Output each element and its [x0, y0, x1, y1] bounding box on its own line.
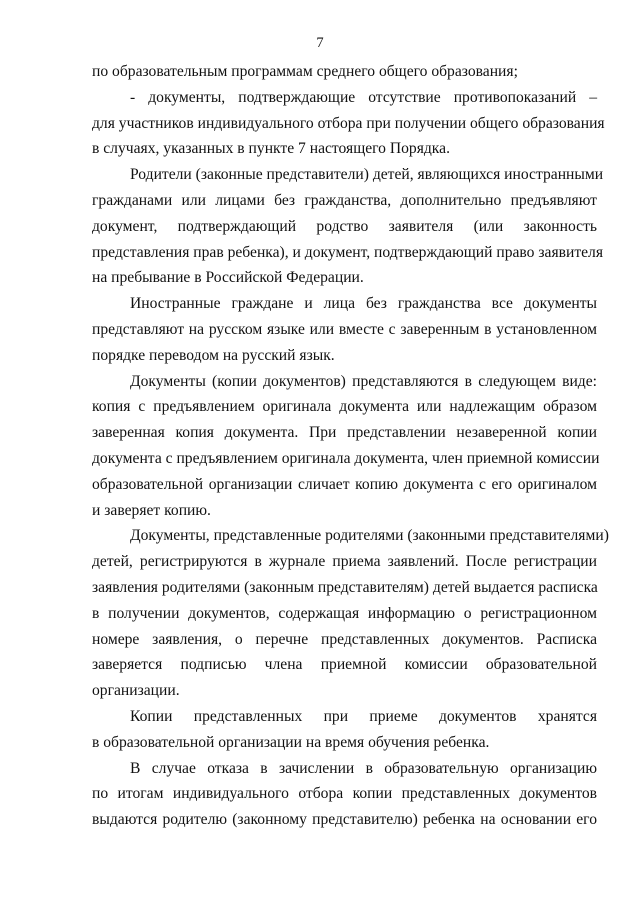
text-line: в получении документов, содержащая информацию о регистрационном — [92, 604, 597, 622]
text-line: заверенная копия документа. При представлении незаверенной копии — [92, 424, 597, 442]
text-line: документа с предъявлением оригинала документа, член приемной комиссии — [92, 449, 600, 467]
paragraph-p1 — [92, 85, 605, 162]
text-line: Документы (копии документов) представляются в следующем виде: — [130, 372, 597, 390]
text-line: - документы, подтверждающие отсутствие противопоказаний – — [130, 88, 597, 106]
text-line: по образовательным программам среднего общего образования; — [92, 63, 518, 80]
page-number: 7 — [316, 35, 324, 51]
text-line: представления прав ребенка), и документ, подтверждающий право заявителя — [92, 243, 604, 261]
text-line: организации. — [92, 682, 180, 700]
text-line: на пребывание в Российской Федерации. — [92, 269, 364, 287]
paragraph-p7 — [92, 756, 597, 833]
text-line: номере заявления, о перечне представленных документов. Расписка — [92, 630, 597, 648]
text-line: в образовательной организации на время обучения ребенка. — [92, 733, 490, 751]
text-line: В случае отказа в зачислении в образовательную организацию — [130, 759, 597, 777]
text-line: Иностранные граждане и лица без гражданства все документы — [130, 295, 597, 313]
text-line: образовательной организации сличает копию документа с его оригиналом — [92, 475, 597, 493]
text-line: для участников индивидуального отбора при получении общего образования — [92, 114, 605, 132]
text-line: заверяется подписью члена приемной комиссии образовательной — [92, 656, 597, 674]
text-line: Родители (законные представители) детей, являющихся иностранными — [130, 166, 604, 184]
text-line: порядке переводом на русский язык. — [92, 346, 335, 364]
paragraph-p2 — [92, 162, 604, 291]
paragraph-p4 — [92, 369, 600, 524]
text-line: детей, регистрируются в журнале приема заявлений. После регистрации — [92, 553, 597, 571]
paragraph-p5 — [92, 523, 609, 704]
text-line: представляют на русском языке или вместе с заверенным в установленном — [92, 320, 597, 338]
text-line: Копии представленных при приеме документов хранятся — [130, 707, 597, 725]
text-line: в случаях, указанных в пункте 7 настоящего Порядка. — [92, 140, 450, 158]
document-body — [92, 59, 609, 833]
text-line: и заверяет копию. — [92, 501, 211, 519]
text-line: документ, подтверждающий родство заявителя (или законность — [92, 217, 597, 235]
paragraph-p6 — [92, 704, 597, 756]
text-line: заявления родителями (законным представителям) детей выдается расписка — [92, 578, 598, 596]
text-line: выдаются родителю (законному представителю) ребенка на основании его — [92, 811, 597, 829]
text-line: гражданами или лицами без гражданства, дополнительно предъявляют — [92, 191, 597, 209]
paragraph-p0 — [92, 59, 597, 85]
text-line: копия с предъявлением оригинала документа или надлежащим образом — [92, 398, 597, 416]
text-line: Документы, представленные родителями (законными представителями) — [130, 527, 609, 545]
paragraph-p3 — [92, 291, 597, 368]
text-line: по итогам индивидуального отбора копии представленных документов — [92, 785, 597, 803]
